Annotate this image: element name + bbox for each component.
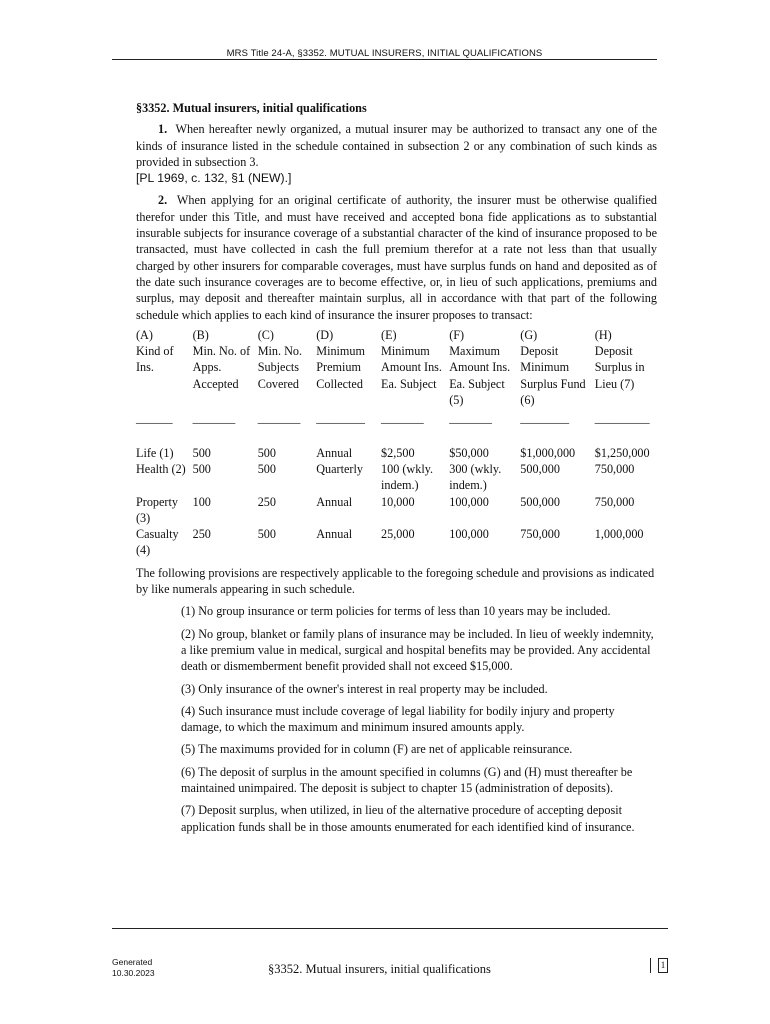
schedule-cell: $50,000 (449, 445, 489, 460)
subsection-2 (136, 192, 657, 322)
schedule-rule-cell: _______ (192, 411, 236, 426)
schedule-header-cell (595, 327, 657, 408)
schedule-header-line: Apps. (192, 360, 222, 375)
schedule-header-line: Ins. (136, 360, 154, 375)
schedule-header-line: Subjects (257, 360, 300, 375)
schedule-cell: 10,000 (381, 494, 415, 509)
schedule-cell: 750,000 (520, 527, 560, 542)
document-body (136, 100, 657, 841)
schedule-cell: 500,000 (520, 494, 560, 509)
schedule-cell: 500 (257, 461, 276, 476)
schedule-cell: Property (3) (136, 494, 178, 525)
schedule-rule-cell: _______ (381, 411, 424, 426)
schedule-header-line: (C) (257, 327, 274, 342)
schedule-cell: Health (2) (136, 461, 186, 476)
schedule-rule-row (136, 408, 657, 444)
subsection-1-number: 1. (158, 122, 168, 137)
schedule-header-cell (258, 327, 317, 408)
generated-label: Generated (112, 957, 153, 967)
schedule-header-row (136, 327, 657, 408)
schedule-rule-cell: _________ (594, 411, 650, 426)
schedule-cell: 500 (257, 527, 276, 542)
provision-item: (6) The deposit of surplus in the amount specified in columns (G) and (H) must thereafter be maintained unimpaired. The deposit is subject to chapter 15 (administration of deposits). (181, 764, 633, 795)
schedule-cell: 100,000 (449, 527, 489, 542)
schedule-header-line: Kind of (136, 344, 174, 359)
schedule-cell: 250 (257, 494, 276, 509)
schedule-header-line: (A) (136, 327, 153, 342)
schedule-header-cell (136, 327, 193, 408)
running-header: MRS Title 24-A, §3352. MUTUAL INSURERS, INITIAL QUALIFICATIONS (226, 48, 543, 59)
schedule-header-line: (6) (520, 393, 535, 408)
schedule-cell: 500 (192, 461, 211, 476)
schedule-header-line: Min. No. of (192, 344, 251, 359)
schedule-cell: Life (1) (136, 445, 174, 460)
schedule-header-line: Ea. Subject (381, 376, 437, 391)
schedule-rule-cell: _______ (449, 411, 492, 426)
page-number-box: 1 (658, 958, 668, 973)
subsection-2-text: When applying for an original certificate of authority, the insurer must be otherwise qualified therefor under this Title, and must have received and accepted bona fide applications as to substantial insurable subjects for insurance coverage of a substantial character of the kind of insurance proposed to be transacted, must have collected in cash the full premium therefor at a rate not less than that usually charged by other insurers for comparable coverages, must have surplus funds on hand and deposited as of the date such insurance coverages are to become effective, or, in lieu of such applications, premiums and surplus, may deposit and thereafter maintain surplus, all in accordance with that part of the following schedule which applies to each kind of insurance the insurer proposes to transact: (136, 193, 658, 322)
schedule-header-line: Amount Ins. (381, 360, 442, 375)
provision-item: (4) Such insurance must include coverage of legal liability for bodily injury and property damage, to which the maximum and minimum insured amounts apply. (181, 703, 615, 735)
schedule-cell: 500 (257, 445, 276, 460)
schedule-header-cell (193, 327, 258, 408)
subsection-2-number: 2. (158, 193, 168, 208)
footer-rule (112, 928, 668, 929)
provision-item: (7) Deposit surplus, when utilized, in lieu of the alternative procedure of accepting deposit application funds shall be in those amounts enumerated for each identified kind of insurance. (181, 803, 635, 834)
schedule-header-line: (H) (594, 327, 612, 342)
schedule-header-cell (520, 327, 594, 408)
schedule-cell: 300 (wkly. indem.) (449, 461, 502, 493)
generated-date: 10.30.2023 (112, 967, 155, 978)
schedule-cell: 750,000 (594, 461, 635, 476)
schedule-cell: 750,000 (594, 494, 635, 509)
subsection-1-text: When hereafter newly organized, a mutual insurer may be authorized to transact any one of the kinds of insurance listed in the schedule contained in subsection 2 or any combination of such kinds as provided in subsection 3. (136, 122, 657, 169)
provision-item: (1) No group insurance or term policies for terms of less than 10 years may be included. (181, 604, 611, 619)
schedule-cell: 100 (192, 494, 211, 509)
footer-title: §3352. Mutual insurers, initial qualifications (268, 962, 491, 976)
schedule-header-line: Minimum (316, 344, 365, 359)
schedule-cell: Annual (316, 445, 353, 460)
schedule-header-line: (F) (449, 327, 465, 342)
schedule-cell: 250 (192, 527, 211, 542)
page-separator (650, 958, 651, 973)
provisions-intro: The following provisions are respectively applicable to the foregoing schedule and provisions as indicated by like numerals appearing in such schedule. (136, 565, 655, 597)
schedule-header-line: (5) (449, 393, 464, 408)
schedule-header-line: Minimum (381, 344, 430, 359)
schedule-row (136, 526, 657, 559)
schedule-row (136, 494, 657, 527)
schedule-header-line: Min. No. (257, 344, 303, 359)
schedule-header-line: Deposit (594, 344, 633, 359)
schedule-header-line: Covered (257, 376, 299, 391)
schedule-header-line: Amount Ins. (449, 360, 511, 375)
schedule-header-line: Maximum (449, 344, 500, 359)
schedule-rule-cell: _______ (257, 411, 301, 426)
schedule-header-line: Surplus Fund (520, 376, 586, 391)
schedule-header-line: Collected (316, 376, 363, 391)
schedule-cell: 500,000 (520, 461, 560, 476)
schedule-row (136, 461, 657, 494)
schedule-cell: 100,000 (449, 494, 489, 509)
schedule-cell: Quarterly (316, 461, 363, 476)
schedule-cell: $1,250,000 (594, 445, 650, 460)
schedule-header-line: Accepted (192, 376, 239, 391)
schedule-header-cell (316, 327, 381, 408)
schedule-header-line: Lieu (7) (594, 376, 635, 391)
history-note: [PL 1969, c. 132, §1 (NEW).] (136, 171, 292, 186)
schedule-header-line: Deposit (520, 344, 559, 359)
provision-item: (2) No group, blanket or family plans of insurance may be included. In lieu of weekly indemnity, a like premium value in medical, surgical and hospital benefits may be provided. Any accidental death or dismemberment benefit provided shall not exceed $15,000. (181, 626, 654, 674)
provisions-list (136, 603, 657, 835)
schedule-header-line: (G) (520, 327, 538, 342)
schedule-header-cell (449, 327, 520, 408)
schedule-header-line: Ea. Subject (449, 376, 505, 391)
schedule-cell: $2,500 (381, 445, 415, 460)
schedule-cell: $1,000,000 (520, 445, 576, 460)
schedule-cell: Annual (316, 494, 353, 509)
schedule-header-line: (B) (192, 327, 209, 342)
schedule-cell: Annual (316, 527, 353, 542)
schedule-row (136, 445, 657, 461)
header-rule (112, 59, 657, 60)
schedule-table (136, 327, 657, 559)
schedule-header-line: (E) (381, 327, 397, 342)
subsection-1 (136, 121, 657, 170)
provision-item: (5) The maximums provided for in column (F) are net of applicable reinsurance. (181, 742, 573, 757)
schedule-cell: 1,000,000 (594, 527, 644, 542)
schedule-cell: Casualty (4) (136, 527, 179, 558)
schedule-header-line: Premium (316, 360, 361, 375)
schedule-cell: 500 (192, 445, 211, 460)
schedule-header-line: (D) (316, 327, 334, 342)
schedule-rule-cell: ______ (136, 411, 173, 426)
schedule-header-cell (381, 327, 449, 408)
generated-stamp (112, 957, 155, 978)
schedule-header-line: Surplus in (594, 360, 645, 375)
schedule-cell: 100 (wkly. indem.) (381, 461, 434, 493)
schedule-rule-cell: ________ (520, 411, 570, 426)
schedule-cell: 25,000 (381, 527, 415, 542)
section-title: §3352. Mutual insurers, initial qualifications (136, 101, 367, 115)
schedule-header-line: Minimum (520, 360, 570, 375)
schedule-rule-cell: ________ (316, 411, 365, 426)
provision-item: (3) Only insurance of the owner's interest in real property may be included. (181, 681, 548, 696)
